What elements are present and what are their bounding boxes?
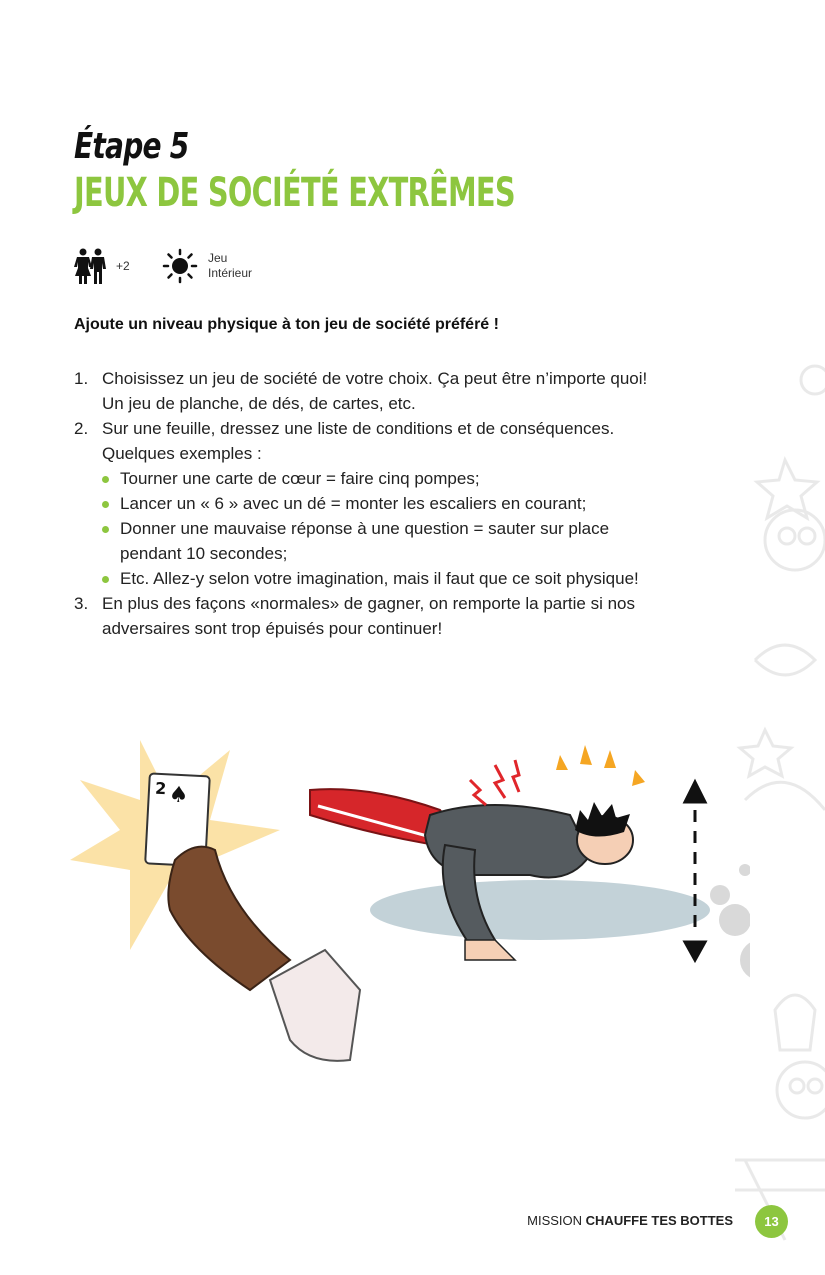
step-item [74,416,754,591]
up-down-arrow-icon [685,782,705,960]
steps-list [74,366,754,641]
step-number: 1. [74,369,89,388]
arm [168,847,290,990]
page-number: 13 [755,1205,788,1238]
sleeve-cuff [270,950,360,1061]
example-text-line: Tourner une carte de cœur = faire cinq pompes; [120,469,480,488]
page-title: JEUX DE SOCIÉTÉ EXTRÊMES [74,170,515,216]
example-text-line: pendant 10 secondes; [120,544,288,563]
step-number: 3. [74,594,89,613]
strain-marks [470,760,519,805]
example-item [102,516,754,566]
examples-list [102,466,754,591]
activity-type [208,251,252,281]
example-text-line: Donner une mauvaise réponse à une question = sauter sur place [120,519,610,538]
step-text-line: Quelques exemples : [102,444,262,463]
example-item [102,491,754,516]
floor-shadow [370,880,710,940]
bullet-icon [102,526,109,533]
step-text-line: Un jeu de planche, de dés, de cartes, etc. [102,394,416,413]
bullet-icon [102,476,109,483]
example-item [102,566,754,591]
step-text-line: Choisissez un jeu de société de votre choix. Ça peut être n’importe quoi! [102,369,648,388]
step-text-line: adversaires sont trop épuisés pour continuer! [102,619,443,638]
step-text-line: Sur une feuille, dressez une liste de conditions et de conséquences. [102,419,615,438]
card-rank: 2 [154,778,167,799]
intro-text: Ajoute un niveau physique à ton jeu de société préféré ! [74,316,499,333]
step-label: Étape 5 [74,126,189,167]
step-text-line: En plus des façons «normales» de gagner, on remporte la partie si nos [102,594,635,613]
people-icon [74,248,108,284]
footer-title [527,1213,733,1228]
step-number: 2. [74,419,89,438]
dust-bubbles [710,864,750,980]
step-item [74,591,754,641]
sparkle-marks [556,745,645,786]
pushup-illustration [70,720,750,1080]
activity-type-line1: Jeu [208,251,228,265]
sun-icon [162,248,198,284]
example-text-line: Etc. Allez-y selon votre imagination, mais il faut que ce soit physique! [120,569,639,588]
hand [465,940,515,960]
bullet-icon [102,501,109,508]
example-item [102,466,754,491]
example-text-line: Lancer un « 6 » avec un dé = monter les escaliers en courant; [120,494,587,513]
footer-mission-label: MISSION [527,1213,583,1228]
activity-type-line2: Intérieur [208,266,253,280]
players-count: +2 [116,259,130,273]
step-item [74,366,754,416]
bullet-icon [102,576,109,583]
card-suit: ♠ [168,782,190,809]
hair [575,802,630,837]
footer-mission-name: CHAUFFE TES BOTTES [585,1213,733,1228]
